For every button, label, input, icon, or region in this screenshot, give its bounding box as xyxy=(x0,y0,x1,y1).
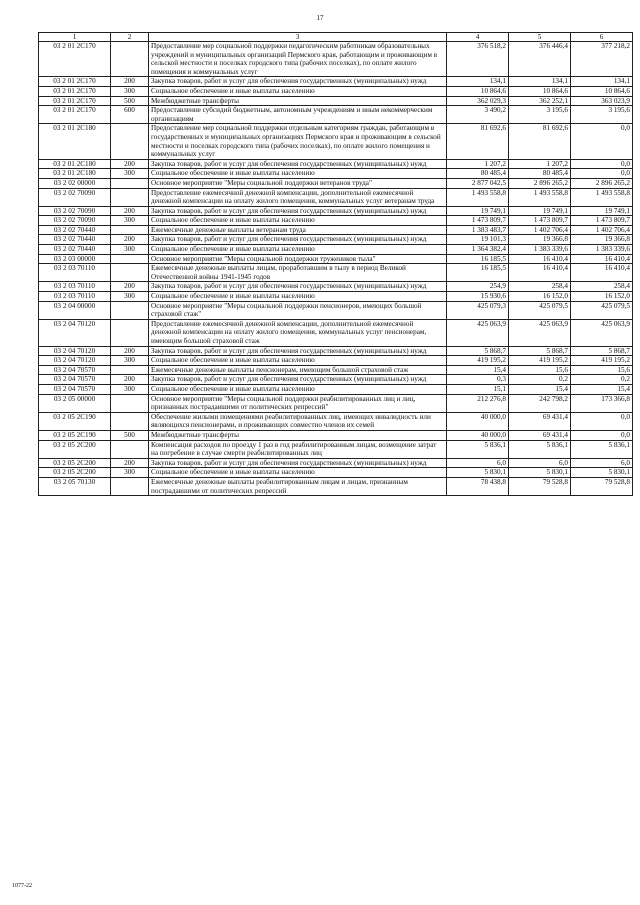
row-description-cell: Закупка товаров, работ и услуг для обеспечения государственных (муниципальных) нужд xyxy=(149,77,447,87)
row-amount-year3-cell: 1 402 706,4 xyxy=(571,225,633,235)
table-row xyxy=(39,216,633,226)
row-amount-year2-cell: 425 063,9 xyxy=(509,319,571,346)
row-description-cell: Предоставление мер социальной поддержки педагогическим работникам образовательных учреждений и муниципальных организаций Пермского края, работающим и проживающим в сельской местности и поселках городского типа (рабочих поселках), по оплате жилого помещения и коммунальных услуг xyxy=(149,42,447,77)
row-description-cell: Основное мероприятие "Меры социальной поддержки ветеранов труда" xyxy=(149,178,447,188)
table-row xyxy=(39,169,633,179)
row-description-cell: Обеспечение жилыми помещениями реабилитированных лиц, имеющих инвалидность или являющихся пенсионерами, и проживающих совместно членов их семей xyxy=(149,412,447,430)
column-header-1: 1 xyxy=(39,33,111,42)
row-amount-year2-cell: 425 079,5 xyxy=(509,301,571,319)
row-amount-year2-cell: 0,2 xyxy=(509,375,571,385)
row-code-cell: 03 2 01 2С170 xyxy=(39,86,111,96)
table-row xyxy=(39,375,633,385)
row-expense-type-cell xyxy=(111,412,149,430)
table-row xyxy=(39,430,633,440)
table-row xyxy=(39,477,633,495)
table-row xyxy=(39,292,633,302)
row-amount-year3-cell: 134,1 xyxy=(571,77,633,87)
row-amount-year1-cell: 2 877 042,5 xyxy=(447,178,509,188)
row-amount-year2-cell: 376 446,4 xyxy=(509,42,571,77)
row-amount-year2-cell: 19 749,1 xyxy=(509,206,571,216)
row-description-cell: Ежемесячные денежные выплаты лицам, проработавшим в тылу в период Великой Отечественной войны 1941-1945 годов xyxy=(149,264,447,282)
row-description-cell: Закупка товаров, работ и услуг для обеспечения государственных (муниципальных) нужд xyxy=(149,206,447,216)
row-code-cell: 03 2 02 70090 xyxy=(39,216,111,226)
row-expense-type-cell: 300 xyxy=(111,356,149,366)
row-code-cell: 03 2 05 2С190 xyxy=(39,412,111,430)
table-row xyxy=(39,245,633,255)
row-amount-year3-cell: 5 836,1 xyxy=(571,440,633,458)
row-amount-year3-cell: 15,6 xyxy=(571,365,633,375)
table-row xyxy=(39,106,633,124)
row-amount-year1-cell: 5 830,1 xyxy=(447,468,509,478)
row-amount-year1-cell: 5 868,7 xyxy=(447,346,509,356)
row-amount-year3-cell: 19 366,8 xyxy=(571,235,633,245)
row-amount-year3-cell: 1 473 809,7 xyxy=(571,216,633,226)
row-expense-type-cell: 300 xyxy=(111,245,149,255)
row-code-cell: 03 2 04 70120 xyxy=(39,346,111,356)
row-amount-year3-cell: 3 195,6 xyxy=(571,106,633,124)
row-amount-year1-cell: 425 079,3 xyxy=(447,301,509,319)
table-row xyxy=(39,301,633,319)
row-amount-year3-cell: 2 896 265,2 xyxy=(571,178,633,188)
row-amount-year2-cell: 5 836,1 xyxy=(509,440,571,458)
row-amount-year1-cell: 40 000,0 xyxy=(447,412,509,430)
table-body xyxy=(39,42,633,496)
row-code-cell: 03 2 04 70570 xyxy=(39,365,111,375)
table-row xyxy=(39,42,633,77)
row-code-cell: 03 2 04 70120 xyxy=(39,319,111,346)
row-amount-year2-cell: 69 431,4 xyxy=(509,430,571,440)
row-amount-year2-cell: 1 493 558,8 xyxy=(509,188,571,206)
row-description-cell: Ежемесячные денежные выплаты реабилитированным лицам и лицам, признанным пострадавшими от политических репрессий xyxy=(149,477,447,495)
row-description-cell: Социальное обеспечение и иные выплаты населению xyxy=(149,292,447,302)
row-description-cell: Основное мероприятие "Меры социальной поддержки реабилитированных лиц и лиц, признанных пострадавшими от политических репрессий" xyxy=(149,394,447,412)
row-expense-type-cell: 300 xyxy=(111,86,149,96)
row-amount-year1-cell: 3 490,2 xyxy=(447,106,509,124)
table-row xyxy=(39,225,633,235)
row-expense-type-cell: 200 xyxy=(111,346,149,356)
row-amount-year2-cell: 16 410,4 xyxy=(509,254,571,264)
row-description-cell: Социальное обеспечение и иные выплаты населению xyxy=(149,384,447,394)
row-expense-type-cell: 500 xyxy=(111,430,149,440)
row-amount-year3-cell: 0,0 xyxy=(571,430,633,440)
table-row xyxy=(39,412,633,430)
row-code-cell: 03 2 02 00000 xyxy=(39,178,111,188)
table-row xyxy=(39,178,633,188)
row-code-cell: 03 2 03 00000 xyxy=(39,254,111,264)
row-description-cell: Межбюджетные трансферты xyxy=(149,430,447,440)
page-number: 17 xyxy=(316,14,324,22)
row-amount-year3-cell: 0,0 xyxy=(571,412,633,430)
row-amount-year3-cell: 79 528,8 xyxy=(571,477,633,495)
row-amount-year2-cell: 419 195,2 xyxy=(509,356,571,366)
row-amount-year1-cell: 254,9 xyxy=(447,282,509,292)
table-row xyxy=(39,159,633,169)
row-amount-year1-cell: 1 473 809,7 xyxy=(447,216,509,226)
row-expense-type-cell xyxy=(111,178,149,188)
row-expense-type-cell: 200 xyxy=(111,458,149,468)
row-description-cell: Социальное обеспечение и иные выплаты населению xyxy=(149,245,447,255)
row-amount-year2-cell: 6,0 xyxy=(509,458,571,468)
row-expense-type-cell: 200 xyxy=(111,206,149,216)
row-description-cell: Закупка товаров, работ и услуг для обеспечения государственных (муниципальных) нужд xyxy=(149,159,447,169)
row-amount-year3-cell: 1 383 339,6 xyxy=(571,245,633,255)
table-row xyxy=(39,124,633,159)
row-amount-year2-cell: 15,4 xyxy=(509,384,571,394)
table-row xyxy=(39,96,633,106)
row-amount-year2-cell: 5 830,1 xyxy=(509,468,571,478)
row-amount-year2-cell: 5 868,7 xyxy=(509,346,571,356)
row-code-cell: 03 2 05 2С200 xyxy=(39,458,111,468)
row-amount-year3-cell: 15,4 xyxy=(571,384,633,394)
row-amount-year3-cell: 419 195,2 xyxy=(571,356,633,366)
table-row xyxy=(39,77,633,87)
table-row xyxy=(39,254,633,264)
row-expense-type-cell xyxy=(111,42,149,77)
row-amount-year2-cell: 258,4 xyxy=(509,282,571,292)
row-amount-year1-cell: 16 185,5 xyxy=(447,254,509,264)
row-amount-year1-cell: 16 185,5 xyxy=(447,264,509,282)
row-description-cell: Основное мероприятие "Меры социальной поддержки пенсионеров, имеющих большой страховой стаж" xyxy=(149,301,447,319)
row-amount-year2-cell: 1 473 809,7 xyxy=(509,216,571,226)
row-amount-year1-cell: 15,1 xyxy=(447,384,509,394)
row-expense-type-cell: 200 xyxy=(111,159,149,169)
row-amount-year1-cell: 425 063,9 xyxy=(447,319,509,346)
row-amount-year3-cell: 0,2 xyxy=(571,375,633,385)
row-amount-year2-cell: 16 410,4 xyxy=(509,264,571,282)
row-amount-year3-cell: 1 493 558,8 xyxy=(571,188,633,206)
row-amount-year3-cell: 5 868,7 xyxy=(571,346,633,356)
row-amount-year3-cell: 425 079,5 xyxy=(571,301,633,319)
row-description-cell: Закупка товаров, работ и услуг для обеспечения государственных (муниципальных) нужд xyxy=(149,375,447,385)
row-amount-year2-cell: 69 431,4 xyxy=(509,412,571,430)
row-code-cell: 03 2 01 2С180 xyxy=(39,124,111,159)
row-amount-year1-cell: 1 383 483,7 xyxy=(447,225,509,235)
row-code-cell: 03 2 01 2С170 xyxy=(39,106,111,124)
row-description-cell: Социальное обеспечение и иные выплаты населению xyxy=(149,356,447,366)
table-row xyxy=(39,86,633,96)
row-amount-year2-cell: 134,1 xyxy=(509,77,571,87)
row-amount-year3-cell: 377 218,2 xyxy=(571,42,633,77)
row-amount-year1-cell: 10 864,6 xyxy=(447,86,509,96)
row-amount-year2-cell: 1 402 706,4 xyxy=(509,225,571,235)
row-expense-type-cell: 200 xyxy=(111,235,149,245)
row-code-cell: 03 2 01 2С180 xyxy=(39,169,111,179)
row-amount-year3-cell: 173 366,8 xyxy=(571,394,633,412)
row-description-cell: Компенсация расходов по проезду 1 раз в год реабилитированным лицам, возмещение затрат на погребение в случае смерти реабилитированных лиц xyxy=(149,440,447,458)
row-description-cell: Социальное обеспечение и иные выплаты населению xyxy=(149,216,447,226)
row-description-cell: Межбюджетные трансферты xyxy=(149,96,447,106)
row-amount-year2-cell: 362 252,1 xyxy=(509,96,571,106)
row-amount-year1-cell: 1 364 382,4 xyxy=(447,245,509,255)
row-amount-year1-cell: 80 485,4 xyxy=(447,169,509,179)
footer-code: 1077-22 xyxy=(12,883,32,889)
row-code-cell: 03 2 05 2С190 xyxy=(39,430,111,440)
table-row xyxy=(39,356,633,366)
row-amount-year1-cell: 376 518,2 xyxy=(447,42,509,77)
row-amount-year3-cell: 16 410,4 xyxy=(571,254,633,264)
row-description-cell: Закупка товаров, работ и услуг для обеспечения государственных (муниципальных) нужд xyxy=(149,458,447,468)
row-expense-type-cell xyxy=(111,264,149,282)
row-description-cell: Социальное обеспечение и иные выплаты населению xyxy=(149,169,447,179)
row-amount-year3-cell: 6,0 xyxy=(571,458,633,468)
budget-table xyxy=(38,32,633,496)
row-code-cell: 03 2 02 70090 xyxy=(39,188,111,206)
row-code-cell: 03 2 03 70110 xyxy=(39,264,111,282)
row-amount-year2-cell: 242 798,2 xyxy=(509,394,571,412)
row-expense-type-cell xyxy=(111,319,149,346)
row-amount-year1-cell: 40 000,0 xyxy=(447,430,509,440)
row-amount-year2-cell: 3 195,6 xyxy=(509,106,571,124)
row-amount-year3-cell: 0,0 xyxy=(571,159,633,169)
row-expense-type-cell: 200 xyxy=(111,282,149,292)
row-amount-year3-cell: 19 749,1 xyxy=(571,206,633,216)
table-row xyxy=(39,346,633,356)
row-amount-year3-cell: 258,4 xyxy=(571,282,633,292)
row-code-cell: 03 2 02 70440 xyxy=(39,235,111,245)
row-description-cell: Ежемесячные денежные выплаты пенсионерам, имеющим большой страховой стаж xyxy=(149,365,447,375)
row-expense-type-cell: 300 xyxy=(111,169,149,179)
row-expense-type-cell: 200 xyxy=(111,375,149,385)
row-expense-type-cell xyxy=(111,394,149,412)
row-amount-year3-cell: 425 063,9 xyxy=(571,319,633,346)
row-description-cell: Предоставление ежемесячной денежной компенсации, дополнительной ежемесячной денежной компенсации на оплату жилого помещения, коммунальных услуг пенсионерам, имеющим большой страховой стаж xyxy=(149,319,447,346)
table-row xyxy=(39,468,633,478)
row-code-cell: 03 2 01 2С170 xyxy=(39,42,111,77)
table-row xyxy=(39,319,633,346)
row-amount-year3-cell: 5 830,1 xyxy=(571,468,633,478)
row-amount-year1-cell: 15,4 xyxy=(447,365,509,375)
column-header-3: 3 xyxy=(149,33,447,42)
row-amount-year1-cell: 5 836,1 xyxy=(447,440,509,458)
row-code-cell: 03 2 03 70110 xyxy=(39,292,111,302)
row-expense-type-cell: 500 xyxy=(111,96,149,106)
table-row xyxy=(39,206,633,216)
row-amount-year1-cell: 19 749,1 xyxy=(447,206,509,216)
table-row xyxy=(39,282,633,292)
row-description-cell: Закупка товаров, работ и услуг для обеспечения государственных (муниципальных) нужд xyxy=(149,346,447,356)
row-amount-year1-cell: 419 195,2 xyxy=(447,356,509,366)
row-amount-year2-cell: 81 692,6 xyxy=(509,124,571,159)
row-expense-type-cell: 300 xyxy=(111,384,149,394)
row-code-cell: 03 2 04 70570 xyxy=(39,375,111,385)
table-row xyxy=(39,235,633,245)
row-description-cell: Предоставление мер социальной поддержки отдельным категориям граждан, работающим в государственных и муниципальных организациях Пермского края и проживающим в сельской местности и поселках городского типа (рабочих поселках), по оплате жилого помещения и коммунальных услуг xyxy=(149,124,447,159)
row-amount-year3-cell: 16 410,4 xyxy=(571,264,633,282)
row-amount-year2-cell: 80 485,4 xyxy=(509,169,571,179)
row-code-cell: 03 2 04 00000 xyxy=(39,301,111,319)
row-amount-year2-cell: 15,6 xyxy=(509,365,571,375)
row-expense-type-cell: 300 xyxy=(111,292,149,302)
row-expense-type-cell xyxy=(111,188,149,206)
row-description-cell: Ежемесячные денежные выплаты ветеранам труда xyxy=(149,225,447,235)
column-header-6: 6 xyxy=(571,33,633,42)
row-code-cell: 03 2 03 70110 xyxy=(39,282,111,292)
row-code-cell: 03 2 05 00000 xyxy=(39,394,111,412)
row-expense-type-cell: 300 xyxy=(111,468,149,478)
row-description-cell: Предоставление ежемесячной денежной компенсации, дополнительной ежемесячной денежной компенсации на оплату жилого помещения, коммунальных услуг ветеранам труда xyxy=(149,188,447,206)
table-row xyxy=(39,458,633,468)
row-description-cell: Социальное обеспечение и иные выплаты населению xyxy=(149,86,447,96)
row-description-cell: Основное мероприятие "Меры социальной поддержки тружеников тыла" xyxy=(149,254,447,264)
table-row xyxy=(39,394,633,412)
row-amount-year2-cell: 2 896 265,2 xyxy=(509,178,571,188)
row-amount-year3-cell: 363 023,9 xyxy=(571,96,633,106)
row-code-cell: 03 2 01 2С180 xyxy=(39,159,111,169)
table-row xyxy=(39,188,633,206)
row-amount-year1-cell: 81 692,6 xyxy=(447,124,509,159)
table-row xyxy=(39,384,633,394)
row-code-cell: 03 2 02 70090 xyxy=(39,206,111,216)
column-header-4: 4 xyxy=(447,33,509,42)
row-code-cell: 03 2 01 2С170 xyxy=(39,96,111,106)
row-amount-year1-cell: 15 930,6 xyxy=(447,292,509,302)
row-amount-year2-cell: 79 528,8 xyxy=(509,477,571,495)
row-expense-type-cell xyxy=(111,365,149,375)
row-code-cell: 03 2 04 70120 xyxy=(39,356,111,366)
row-expense-type-cell: 600 xyxy=(111,106,149,124)
row-code-cell: 03 2 05 2С200 xyxy=(39,468,111,478)
table-row xyxy=(39,264,633,282)
row-amount-year2-cell: 1 383 339,6 xyxy=(509,245,571,255)
row-amount-year1-cell: 0,3 xyxy=(447,375,509,385)
table-row xyxy=(39,440,633,458)
row-code-cell: 03 2 01 2С170 xyxy=(39,77,111,87)
row-amount-year2-cell: 16 152,0 xyxy=(509,292,571,302)
row-amount-year2-cell: 1 207,2 xyxy=(509,159,571,169)
row-code-cell: 03 2 02 70440 xyxy=(39,225,111,235)
row-amount-year1-cell: 6,0 xyxy=(447,458,509,468)
row-description-cell: Закупка товаров, работ и услуг для обеспечения государственных (муниципальных) нужд xyxy=(149,282,447,292)
column-header-2: 2 xyxy=(111,33,149,42)
row-code-cell: 03 2 05 70130 xyxy=(39,477,111,495)
row-amount-year2-cell: 10 864,6 xyxy=(509,86,571,96)
row-amount-year3-cell: 10 864,6 xyxy=(571,86,633,96)
row-amount-year1-cell: 1 207,2 xyxy=(447,159,509,169)
row-amount-year1-cell: 134,1 xyxy=(447,77,509,87)
row-amount-year3-cell: 16 152,0 xyxy=(571,292,633,302)
table-row xyxy=(39,365,633,375)
row-expense-type-cell xyxy=(111,225,149,235)
table-header-row xyxy=(39,33,633,42)
row-expense-type-cell: 200 xyxy=(111,77,149,87)
row-amount-year1-cell: 212 276,8 xyxy=(447,394,509,412)
row-amount-year1-cell: 362 029,3 xyxy=(447,96,509,106)
row-code-cell: 03 2 02 70440 xyxy=(39,245,111,255)
row-description-cell: Социальное обеспечение и иные выплаты населению xyxy=(149,468,447,478)
row-amount-year1-cell: 19 101,3 xyxy=(447,235,509,245)
row-expense-type-cell xyxy=(111,477,149,495)
row-description-cell: Предоставление субсидий бюджетным, автономным учреждениям и иным некоммерческим организациям xyxy=(149,106,447,124)
row-expense-type-cell xyxy=(111,124,149,159)
row-amount-year1-cell: 1 493 558,8 xyxy=(447,188,509,206)
row-amount-year1-cell: 78 438,8 xyxy=(447,477,509,495)
row-code-cell: 03 2 04 70570 xyxy=(39,384,111,394)
row-expense-type-cell xyxy=(111,301,149,319)
row-amount-year3-cell: 0,0 xyxy=(571,169,633,179)
row-code-cell: 03 2 05 2С200 xyxy=(39,440,111,458)
row-expense-type-cell xyxy=(111,440,149,458)
row-description-cell: Закупка товаров, работ и услуг для обеспечения государственных (муниципальных) нужд xyxy=(149,235,447,245)
row-expense-type-cell: 300 xyxy=(111,216,149,226)
row-amount-year3-cell: 0,0 xyxy=(571,124,633,159)
column-header-5: 5 xyxy=(509,33,571,42)
row-amount-year2-cell: 19 366,8 xyxy=(509,235,571,245)
row-expense-type-cell xyxy=(111,254,149,264)
